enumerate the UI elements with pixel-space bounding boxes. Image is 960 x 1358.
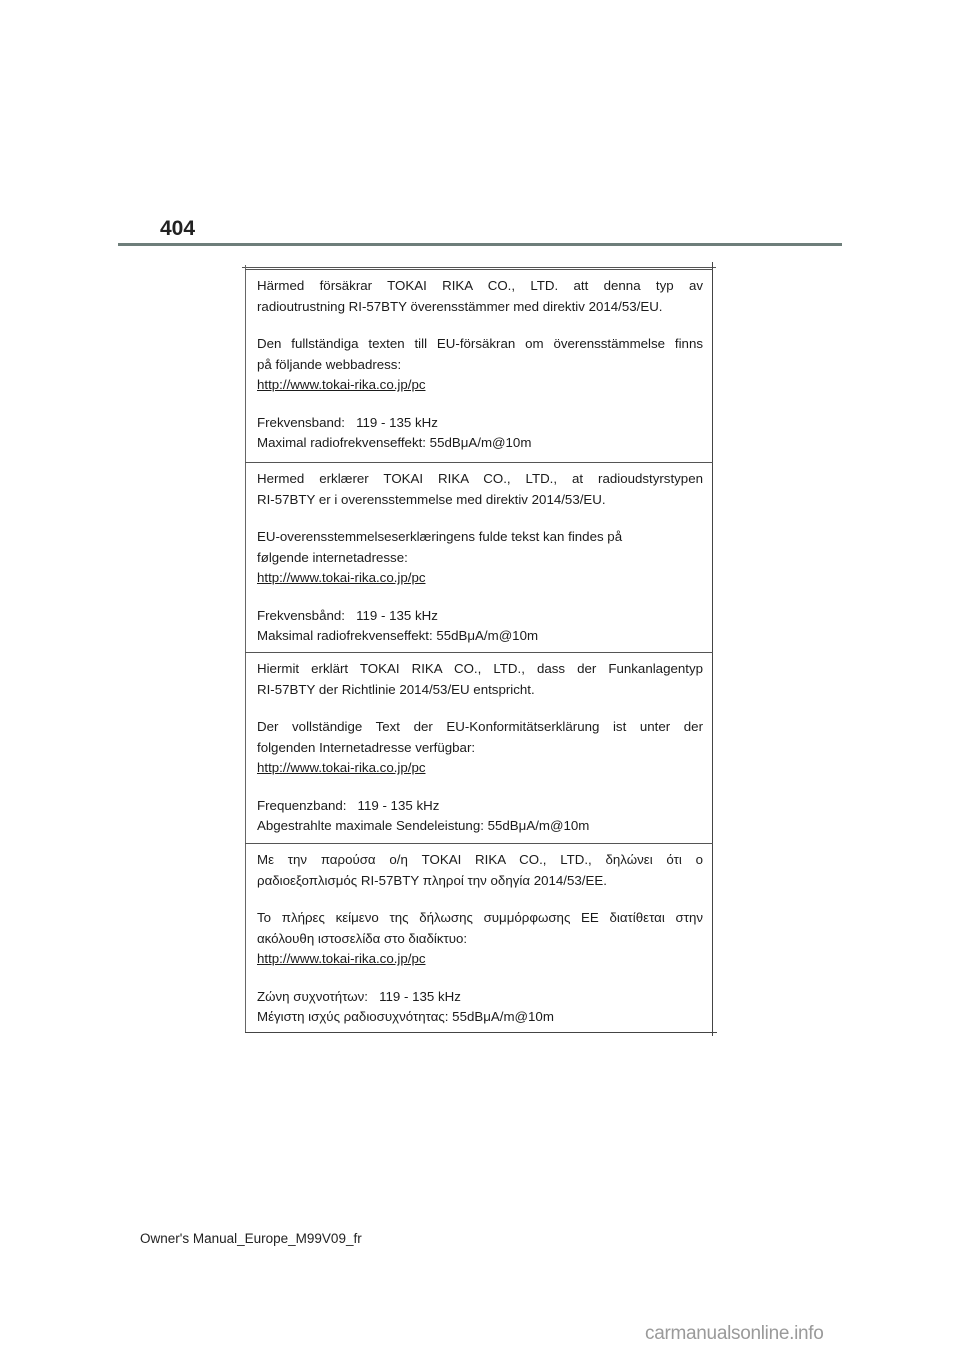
band-value: 119 - 135 kHz [357,797,440,813]
band-value: 119 - 135 kHz [356,414,438,430]
band-value: 119 - 135 kHz [379,988,461,1004]
header-rule [118,243,842,246]
declaration-line: Με την παρούσα ο/η TOKAI RIKA CO., LTD., δηλώνει ότι ο [257,852,703,867]
declaration-line: Το πλήρες κείμενο της δήλωσης συμμόρφωσης ΕΕ διατίθεται στην [257,910,703,925]
border-top [242,267,716,268]
declaration-german [245,652,713,837]
declaration-line: Hiermit erklärt TOKAI RIKA CO., LTD., dass der Funkanlagentyp [257,661,703,676]
band-label: Frekvensband: [257,414,345,430]
declaration-swedish [245,269,713,454]
watermark: carmanualsonline.info [645,1323,824,1344]
declaration-url-link[interactable]: http://www.tokai-rika.co.jp/pc [257,570,426,585]
page-footer: Owner's Manual_Europe_M99V09_fr [140,1231,362,1246]
band-label: Frequenzband: [257,797,347,813]
declaration-line: Den fullständiga texten till EU-försäkran om överensstämmelse finns [257,336,703,351]
declaration-greek [245,843,713,1028]
declaration-line: EU-overensstemmelseserklæringens fulde tekst kan findes på [257,529,623,544]
band-label: Frekvensbånd: [257,607,345,623]
declaration-url-link[interactable]: http://www.tokai-rika.co.jp/pc [257,377,426,392]
declaration-line: radioutrustning RI-57BTY överensstämmer med direktiv 2014/53/EU. [257,298,663,314]
power-line: Abgestrahlte maximale Sendeleistung: 55dBμA/m@10m [257,818,590,833]
declaration-line: på följande webbadress: [257,356,402,372]
page-number: 404 [160,217,196,240]
declaration-line: folgenden Internetadresse verfügbar: [257,739,476,755]
border-bottom [245,1032,717,1033]
declaration-line: ακόλουθη ιστοσελίδα στο διαδίκτυο: [257,930,468,946]
declaration-line: ραδιοεξοπλισμός RI-57BTY πληροί την οδηγία 2014/53/ΕΕ. [257,872,607,888]
declaration-line: Härmed försäkrar TOKAI RIKA CO., LTD. att denna typ av [257,278,703,293]
power-line: Μέγιστη ισχύς ραδιοσυχνότητας: 55dBμA/m@10m [257,1009,554,1024]
power-line: Maksimal radiofrekvenseffekt: 55dBμA/m@10m [257,628,539,643]
declaration-scan [245,265,713,1033]
declaration-line: RI-57BTY er i overensstemmelse med direktiv 2014/53/EU. [257,491,606,507]
declaration-line: følgende internetadresse: [257,549,408,565]
band-label: Ζώνη συχνοτήτων: [257,988,368,1004]
declaration-url-link[interactable]: http://www.tokai-rika.co.jp/pc [257,760,426,775]
power-line: Maximal radiofrekvenseffekt: 55dBμA/m@10m [257,435,532,450]
declaration-url-link[interactable]: http://www.tokai-rika.co.jp/pc [257,951,426,966]
declaration-danish [245,462,713,647]
declaration-line: Der vollständige Text der EU-Konformitätserklärung ist unter der [257,719,703,734]
declaration-line: Hermed erklærer TOKAI RIKA CO., LTD., at radioudstyrstypen [257,471,703,486]
declaration-line: RI-57BTY der Richtlinie 2014/53/EU entspricht. [257,681,535,697]
band-value: 119 - 135 kHz [356,607,438,623]
